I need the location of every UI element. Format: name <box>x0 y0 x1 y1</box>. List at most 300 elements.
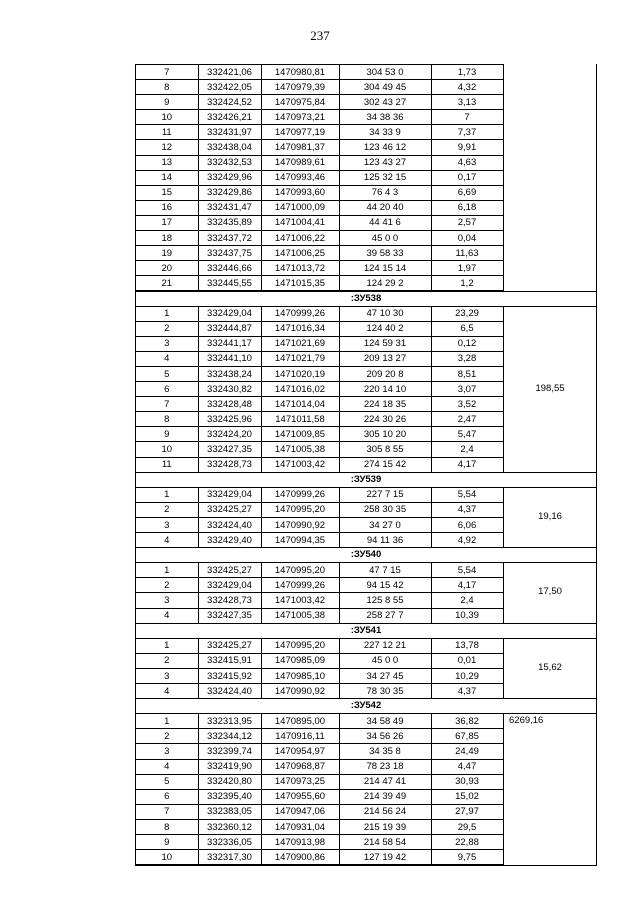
direction-angle-cell: 305 10 20 <box>339 427 431 442</box>
length-cell: 8,51 <box>431 366 503 381</box>
length-cell: 0,17 <box>431 170 503 185</box>
y-coordinate-cell: 1471016,02 <box>261 382 339 397</box>
direction-angle-cell: 124 59 31 <box>339 336 431 351</box>
point-number-cell: 8 <box>136 80 198 95</box>
direction-angle-cell: 45 0 0 <box>339 231 431 246</box>
y-coordinate-cell: 1470999,26 <box>261 578 339 593</box>
table-row <box>136 638 503 653</box>
point-number-cell: 7 <box>136 804 198 819</box>
y-coordinate-cell: 1470979,39 <box>261 80 339 95</box>
section-title: :ЗУ540 <box>136 547 596 563</box>
y-coordinate-cell: 1471014,04 <box>261 397 339 412</box>
x-coordinate-cell: 332426,21 <box>198 110 261 125</box>
point-number-cell: 16 <box>136 200 198 215</box>
x-coordinate-cell: 332427,35 <box>198 442 261 457</box>
y-coordinate-cell: 1471004,41 <box>261 215 339 230</box>
y-coordinate-cell: 1471021,69 <box>261 336 339 351</box>
x-coordinate-cell: 332415,91 <box>198 653 261 668</box>
point-number-cell: 1 <box>136 306 198 321</box>
point-number-cell: 4 <box>136 684 198 699</box>
length-cell: 67,85 <box>431 729 503 744</box>
length-cell: 2,57 <box>431 215 503 230</box>
table-row <box>136 306 503 321</box>
direction-angle-cell: 124 40 2 <box>339 321 431 336</box>
length-cell: 2,4 <box>431 593 503 608</box>
length-cell: 5,47 <box>431 427 503 442</box>
direction-angle-cell: 125 8 55 <box>339 593 431 608</box>
x-coordinate-cell: 332441,17 <box>198 336 261 351</box>
direction-angle-cell: 227 12 21 <box>339 638 431 653</box>
direction-angle-cell: 124 15 14 <box>339 261 431 276</box>
direction-angle-cell: 44 20 40 <box>339 200 431 215</box>
y-coordinate-cell: 1470895,00 <box>261 714 339 729</box>
section-title: :ЗУ538 <box>136 291 596 307</box>
table-row <box>136 517 503 532</box>
y-coordinate-cell: 1470995,20 <box>261 563 339 578</box>
direction-angle-cell: 44 41 6 <box>339 215 431 230</box>
x-coordinate-cell: 332425,27 <box>198 563 261 578</box>
x-coordinate-cell: 332336,05 <box>198 835 261 850</box>
direction-angle-cell: 224 18 35 <box>339 397 431 412</box>
y-coordinate-cell: 1471006,22 <box>261 231 339 246</box>
length-cell: 22,88 <box>431 835 503 850</box>
point-number-cell: 9 <box>136 835 198 850</box>
direction-angle-cell: 123 46 12 <box>339 140 431 155</box>
table-row <box>136 593 503 608</box>
section-table <box>136 562 504 623</box>
table-row <box>136 321 503 336</box>
length-cell: 24,49 <box>431 744 503 759</box>
table-row <box>136 110 503 125</box>
x-coordinate-cell: 332422,05 <box>198 80 261 95</box>
table-row <box>136 457 503 472</box>
length-cell: 2,47 <box>431 412 503 427</box>
point-number-cell: 20 <box>136 261 198 276</box>
point-number-cell: 2 <box>136 502 198 517</box>
length-cell: 10,39 <box>431 608 503 623</box>
x-coordinate-cell: 332435,89 <box>198 215 261 230</box>
x-coordinate-cell: 332419,90 <box>198 759 261 774</box>
y-coordinate-cell: 1470975,84 <box>261 95 339 110</box>
length-cell: 5,54 <box>431 563 503 578</box>
y-coordinate-cell: 1470990,92 <box>261 517 339 532</box>
table-row <box>136 563 503 578</box>
table-row <box>136 789 503 804</box>
length-cell: 30,93 <box>431 774 503 789</box>
x-coordinate-cell: 332344,12 <box>198 729 261 744</box>
area-value: 19,16 <box>538 510 562 522</box>
table-row <box>136 729 503 744</box>
point-number-cell: 6 <box>136 382 198 397</box>
x-coordinate-cell: 332438,04 <box>198 140 261 155</box>
table-row <box>136 155 503 170</box>
area-value: 6269,16 <box>509 715 544 727</box>
section-table <box>136 64 504 291</box>
point-number-cell: 2 <box>136 321 198 336</box>
point-number-cell: 13 <box>136 155 198 170</box>
point-number-cell: 4 <box>136 533 198 548</box>
x-coordinate-cell: 332441,10 <box>198 351 261 366</box>
table-row <box>136 351 503 366</box>
direction-angle-cell: 215 19 39 <box>339 819 431 834</box>
y-coordinate-cell: 1470916,11 <box>261 729 339 744</box>
direction-angle-cell: 124 29 2 <box>339 276 431 291</box>
length-cell: 6,5 <box>431 321 503 336</box>
y-coordinate-cell: 1470989,61 <box>261 155 339 170</box>
table-row <box>136 668 503 683</box>
y-coordinate-cell: 1471015,35 <box>261 276 339 291</box>
point-number-cell: 8 <box>136 819 198 834</box>
length-cell: 6,69 <box>431 185 503 200</box>
x-coordinate-cell: 332429,86 <box>198 185 261 200</box>
table-row <box>136 397 503 412</box>
point-number-cell: 3 <box>136 593 198 608</box>
x-coordinate-cell: 332437,72 <box>198 231 261 246</box>
length-cell: 23,29 <box>431 306 503 321</box>
x-coordinate-cell: 332429,04 <box>198 306 261 321</box>
length-cell: 4,37 <box>431 684 503 699</box>
length-cell: 4,17 <box>431 578 503 593</box>
table-row <box>136 246 503 261</box>
length-cell: 5,54 <box>431 487 503 502</box>
point-number-cell: 9 <box>136 427 198 442</box>
x-coordinate-cell: 332431,97 <box>198 125 261 140</box>
direction-angle-cell: 94 11 36 <box>339 533 431 548</box>
y-coordinate-cell: 1471016,34 <box>261 321 339 336</box>
y-coordinate-cell: 1470954,97 <box>261 744 339 759</box>
direction-angle-cell: 220 14 10 <box>339 382 431 397</box>
direction-angle-cell: 304 49 45 <box>339 80 431 95</box>
x-coordinate-cell: 332313,95 <box>198 714 261 729</box>
point-number-cell: 1 <box>136 714 198 729</box>
table-row <box>136 578 503 593</box>
table-row <box>136 140 503 155</box>
direction-angle-cell: 34 27 0 <box>339 517 431 532</box>
point-number-cell: 7 <box>136 65 198 80</box>
direction-angle-cell: 224 30 26 <box>339 412 431 427</box>
table-row <box>136 261 503 276</box>
y-coordinate-cell: 1471021,79 <box>261 351 339 366</box>
y-coordinate-cell: 1470947,06 <box>261 804 339 819</box>
y-coordinate-cell: 1471009,85 <box>261 427 339 442</box>
length-cell: 6,06 <box>431 517 503 532</box>
direction-angle-cell: 34 56 26 <box>339 729 431 744</box>
y-coordinate-cell: 1471003,42 <box>261 457 339 472</box>
point-number-cell: 4 <box>136 608 198 623</box>
direction-angle-cell: 304 53 0 <box>339 65 431 80</box>
table-row <box>136 231 503 246</box>
direction-angle-cell: 47 10 30 <box>339 306 431 321</box>
length-cell: 1,2 <box>431 276 503 291</box>
direction-angle-cell: 76 4 3 <box>339 185 431 200</box>
table-row <box>136 276 503 291</box>
direction-angle-cell: 214 56 24 <box>339 804 431 819</box>
direction-angle-cell: 34 27 45 <box>339 668 431 683</box>
table-row <box>136 487 503 502</box>
point-number-cell: 15 <box>136 185 198 200</box>
y-coordinate-cell: 1470977,19 <box>261 125 339 140</box>
length-cell: 13,78 <box>431 638 503 653</box>
length-cell: 3,13 <box>431 95 503 110</box>
direction-angle-cell: 47 7 15 <box>339 563 431 578</box>
y-coordinate-cell: 1470955,60 <box>261 789 339 804</box>
point-number-cell: 1 <box>136 563 198 578</box>
length-cell: 3,52 <box>431 397 503 412</box>
table-row <box>136 608 503 623</box>
length-cell: 0,01 <box>431 653 503 668</box>
x-coordinate-cell: 332445,55 <box>198 276 261 291</box>
x-coordinate-cell: 332383,05 <box>198 804 261 819</box>
length-cell: 4,37 <box>431 502 503 517</box>
length-cell: 15,02 <box>431 789 503 804</box>
x-coordinate-cell: 332424,52 <box>198 95 261 110</box>
x-coordinate-cell: 332399,74 <box>198 744 261 759</box>
x-coordinate-cell: 332437,75 <box>198 246 261 261</box>
point-number-cell: 6 <box>136 789 198 804</box>
length-cell: 1,73 <box>431 65 503 80</box>
x-coordinate-cell: 332425,27 <box>198 638 261 653</box>
section-table <box>136 306 504 473</box>
x-coordinate-cell: 332415,92 <box>198 668 261 683</box>
point-number-cell: 3 <box>136 517 198 532</box>
point-number-cell: 12 <box>136 140 198 155</box>
table-row <box>136 714 503 729</box>
length-cell: 9,75 <box>431 850 503 865</box>
length-cell: 9,91 <box>431 140 503 155</box>
length-cell: 4,32 <box>431 80 503 95</box>
y-coordinate-cell: 1470995,20 <box>261 638 339 653</box>
y-coordinate-cell: 1471013,72 <box>261 261 339 276</box>
point-number-cell: 5 <box>136 774 198 789</box>
y-coordinate-cell: 1470913,98 <box>261 835 339 850</box>
x-coordinate-cell: 332424,40 <box>198 684 261 699</box>
point-number-cell: 1 <box>136 638 198 653</box>
y-coordinate-cell: 1471000,09 <box>261 200 339 215</box>
direction-angle-cell: 214 47 41 <box>339 774 431 789</box>
section-title: :ЗУ541 <box>136 623 596 639</box>
point-number-cell: 19 <box>136 246 198 261</box>
area-value: 17,50 <box>538 586 562 598</box>
length-cell: 3,07 <box>431 382 503 397</box>
x-coordinate-cell: 332446,66 <box>198 261 261 276</box>
y-coordinate-cell: 1471006,25 <box>261 246 339 261</box>
table-row <box>136 382 503 397</box>
y-coordinate-cell: 1471005,38 <box>261 442 339 457</box>
section-table <box>136 713 504 865</box>
direction-angle-cell: 127 19 42 <box>339 850 431 865</box>
point-number-cell: 11 <box>136 457 198 472</box>
direction-angle-cell: 305 8 55 <box>339 442 431 457</box>
x-coordinate-cell: 332395,40 <box>198 789 261 804</box>
point-number-cell: 3 <box>136 336 198 351</box>
length-cell: 0,12 <box>431 336 503 351</box>
y-coordinate-cell: 1470999,26 <box>261 306 339 321</box>
table-row <box>136 759 503 774</box>
direction-angle-cell: 123 43 27 <box>339 155 431 170</box>
y-coordinate-cell: 1470973,25 <box>261 774 339 789</box>
table-row <box>136 95 503 110</box>
table-row <box>136 533 503 548</box>
x-coordinate-cell: 332430,82 <box>198 382 261 397</box>
table-row <box>136 65 503 80</box>
table-row <box>136 653 503 668</box>
length-cell: 36,82 <box>431 714 503 729</box>
area-value: 198,55 <box>535 382 565 394</box>
table-row <box>136 819 503 834</box>
x-coordinate-cell: 332428,73 <box>198 457 261 472</box>
y-coordinate-cell: 1470980,81 <box>261 65 339 80</box>
y-coordinate-cell: 1470981,37 <box>261 140 339 155</box>
length-cell: 27,97 <box>431 804 503 819</box>
length-cell: 3,28 <box>431 351 503 366</box>
length-cell: 11,63 <box>431 246 503 261</box>
x-coordinate-cell: 332432,53 <box>198 155 261 170</box>
direction-angle-cell: 45 0 0 <box>339 653 431 668</box>
table-row <box>136 336 503 351</box>
table-row <box>136 442 503 457</box>
section-title: :ЗУ542 <box>136 698 596 714</box>
area-value: 15,62 <box>538 661 562 673</box>
length-cell: 7,37 <box>431 125 503 140</box>
y-coordinate-cell: 1470931,04 <box>261 819 339 834</box>
y-coordinate-cell: 1470985,10 <box>261 668 339 683</box>
direction-angle-cell: 125 32 15 <box>339 170 431 185</box>
length-cell: 7 <box>431 110 503 125</box>
x-coordinate-cell: 332421,06 <box>198 65 261 80</box>
direction-angle-cell: 274 15 42 <box>339 457 431 472</box>
direction-angle-cell: 227 7 15 <box>339 487 431 502</box>
x-coordinate-cell: 332429,96 <box>198 170 261 185</box>
x-coordinate-cell: 332360,12 <box>198 819 261 834</box>
y-coordinate-cell: 1470990,92 <box>261 684 339 699</box>
y-coordinate-cell: 1470994,35 <box>261 533 339 548</box>
point-number-cell: 2 <box>136 653 198 668</box>
table-row <box>136 412 503 427</box>
length-cell: 4,92 <box>431 533 503 548</box>
point-number-cell: 10 <box>136 850 198 865</box>
direction-angle-cell: 34 58 49 <box>339 714 431 729</box>
table-row <box>136 366 503 381</box>
y-coordinate-cell: 1470993,46 <box>261 170 339 185</box>
direction-angle-cell: 302 43 27 <box>339 95 431 110</box>
table-row <box>136 80 503 95</box>
table-row <box>136 744 503 759</box>
point-number-cell: 11 <box>136 125 198 140</box>
x-coordinate-cell: 332425,96 <box>198 412 261 427</box>
length-cell: 4,47 <box>431 759 503 774</box>
x-coordinate-cell: 332428,73 <box>198 593 261 608</box>
y-coordinate-cell: 1471011,58 <box>261 412 339 427</box>
y-coordinate-cell: 1470900,86 <box>261 850 339 865</box>
y-coordinate-cell: 1471020,19 <box>261 366 339 381</box>
direction-angle-cell: 78 23 18 <box>339 759 431 774</box>
x-coordinate-cell: 332431,47 <box>198 200 261 215</box>
page-number: 237 <box>310 28 330 43</box>
x-coordinate-cell: 332425,27 <box>198 502 261 517</box>
length-cell: 1,97 <box>431 261 503 276</box>
length-cell: 6,18 <box>431 200 503 215</box>
point-number-cell: 2 <box>136 729 198 744</box>
direction-angle-cell: 34 38 36 <box>339 110 431 125</box>
x-coordinate-cell: 332317,30 <box>198 850 261 865</box>
y-coordinate-cell: 1470993,60 <box>261 185 339 200</box>
point-number-cell: 17 <box>136 215 198 230</box>
direction-angle-cell: 34 33 9 <box>339 125 431 140</box>
point-number-cell: 4 <box>136 351 198 366</box>
point-number-cell: 21 <box>136 276 198 291</box>
x-coordinate-cell: 332427,35 <box>198 608 261 623</box>
point-number-cell: 1 <box>136 487 198 502</box>
table-row <box>136 835 503 850</box>
point-number-cell: 2 <box>136 578 198 593</box>
direction-angle-cell: 214 58 54 <box>339 835 431 850</box>
point-number-cell: 14 <box>136 170 198 185</box>
y-coordinate-cell: 1470999,26 <box>261 487 339 502</box>
length-cell: 4,63 <box>431 155 503 170</box>
direction-angle-cell: 78 30 35 <box>339 684 431 699</box>
table-row <box>136 125 503 140</box>
x-coordinate-cell: 332420,80 <box>198 774 261 789</box>
x-coordinate-cell: 332429,04 <box>198 578 261 593</box>
y-coordinate-cell: 1471005,38 <box>261 608 339 623</box>
y-coordinate-cell: 1470973,21 <box>261 110 339 125</box>
x-coordinate-cell: 332428,48 <box>198 397 261 412</box>
section-table <box>136 487 504 548</box>
direction-angle-cell: 214 39 49 <box>339 789 431 804</box>
length-cell: 10,29 <box>431 668 503 683</box>
point-number-cell: 3 <box>136 744 198 759</box>
length-cell: 4,17 <box>431 457 503 472</box>
table-row <box>136 850 503 865</box>
table-row <box>136 215 503 230</box>
point-number-cell: 9 <box>136 95 198 110</box>
x-coordinate-cell: 332429,04 <box>198 487 261 502</box>
point-number-cell: 4 <box>136 759 198 774</box>
table-row <box>136 200 503 215</box>
point-number-cell: 18 <box>136 231 198 246</box>
section-table <box>136 638 504 699</box>
direction-angle-cell: 39 58 33 <box>339 246 431 261</box>
table-row <box>136 804 503 819</box>
x-coordinate-cell: 332424,40 <box>198 517 261 532</box>
point-number-cell: 5 <box>136 366 198 381</box>
point-number-cell: 10 <box>136 442 198 457</box>
direction-angle-cell: 209 13 27 <box>339 351 431 366</box>
x-coordinate-cell: 332444,87 <box>198 321 261 336</box>
table-row <box>136 502 503 517</box>
length-cell: 29,5 <box>431 819 503 834</box>
length-cell: 2,4 <box>431 442 503 457</box>
direction-angle-cell: 34 35 8 <box>339 744 431 759</box>
direction-angle-cell: 94 15 42 <box>339 578 431 593</box>
x-coordinate-cell: 332424,20 <box>198 427 261 442</box>
table-row <box>136 427 503 442</box>
point-number-cell: 7 <box>136 397 198 412</box>
y-coordinate-cell: 1470995,20 <box>261 502 339 517</box>
x-coordinate-cell: 332429,40 <box>198 533 261 548</box>
y-coordinate-cell: 1471003,42 <box>261 593 339 608</box>
x-coordinate-cell: 332438,24 <box>198 366 261 381</box>
section-title: :ЗУ539 <box>136 472 596 488</box>
coordinates-table <box>135 64 597 866</box>
table-row <box>136 774 503 789</box>
direction-angle-cell: 209 20 8 <box>339 366 431 381</box>
direction-angle-cell: 258 30 35 <box>339 502 431 517</box>
table-row <box>136 170 503 185</box>
point-number-cell: 8 <box>136 412 198 427</box>
table-row <box>136 684 503 699</box>
direction-angle-cell: 258 27 7 <box>339 608 431 623</box>
